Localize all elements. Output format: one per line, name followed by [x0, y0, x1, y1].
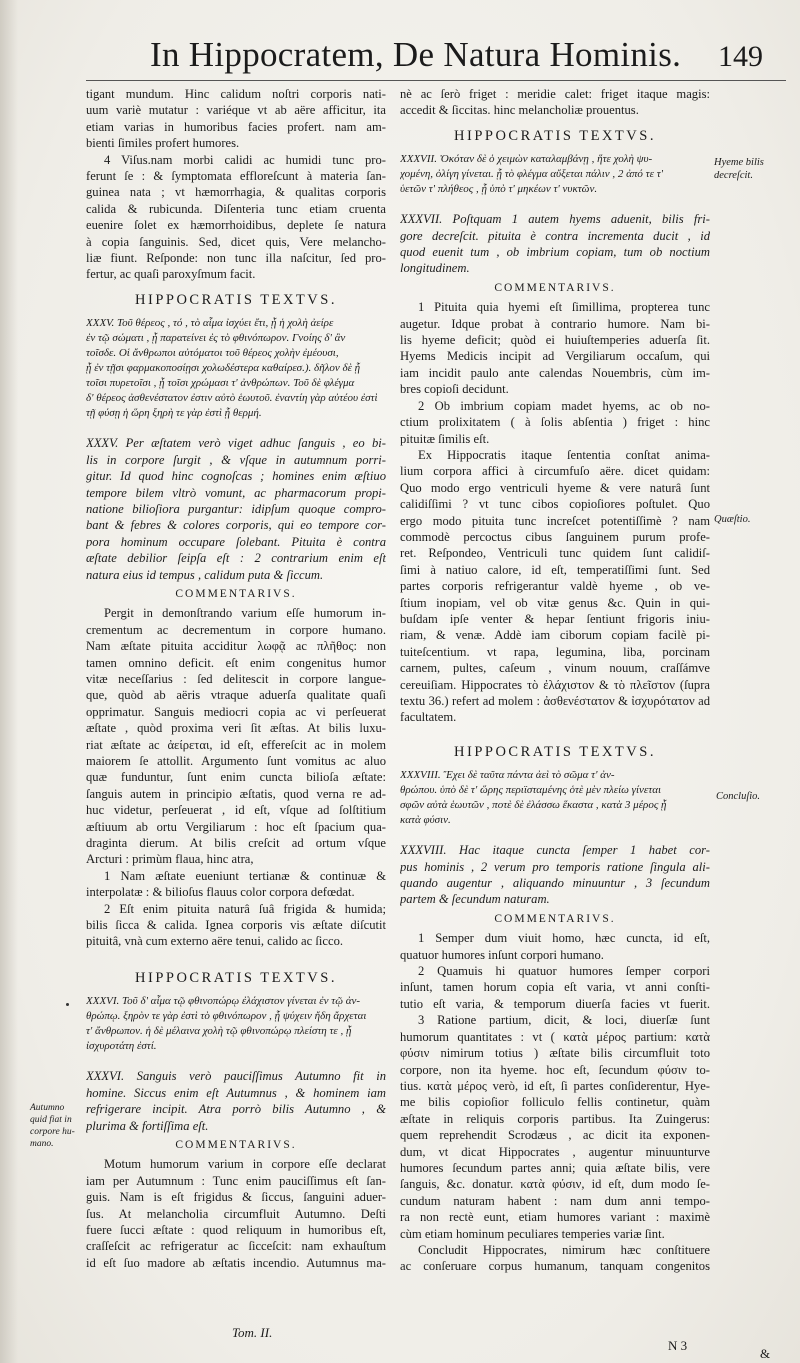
text-line: lis in corpore ſurgit , & vſque in autumnum porri- [86, 452, 386, 467]
text-line: ret. Reſpondeo, Ventriculi tunc quidem ſunt calidiſ- [400, 546, 710, 561]
text-line: gore decreſcit. pituita è contra incrementa ducit , id [400, 228, 710, 243]
right-column [400, 86, 710, 1275]
text-line: ſimi à natiuo calore, id eſt, temperatiſſimi ſunt. Sed [400, 562, 710, 577]
text-line: 4 Viſus.nam morbi calidi ac humidi tunc pro- [104, 152, 386, 167]
greek-line: δ' θέρεος ἀσθενέστατον ἐστιν αὐτὸ ἑωυτοῦ. ἐναντίη γὰρ αὐτέου ἐστὶ [86, 392, 378, 405]
latin-translation-37 [400, 211, 710, 277]
text-line: æſtate in reliquis corporis partibus. Ita Zuingerus: [400, 1111, 710, 1126]
section-heading: HIPPOCRATIS TEXTVS. [454, 743, 656, 760]
margin-note-quaestio: Quæſtio. [714, 514, 751, 525]
greek-text-38 [400, 768, 710, 828]
text-line: buſdam ipſe venter & hepar ſentiunt frigoris iniu- [400, 611, 710, 626]
text-line: 2 Ob imbrium copiam madet hyems, ac ob no- [418, 398, 710, 413]
text-line: natione bilioſiora purgantur: idipſum quoque compro- [86, 501, 386, 516]
text-line: etiam varias in humoribus facies profert. nam am- [86, 119, 386, 134]
margin-note-line: mano. [30, 1139, 54, 1149]
text-line: euenire ſolet ex hæmorrhoidibus, deplete ſe natura [86, 218, 386, 233]
text-line: tigant mundum. Hinc calidum noſtri corporis nati- [86, 87, 386, 101]
latin-translation-36 [86, 1068, 386, 1134]
text-line: iam per Autumnum : Tunc enim pauciſſimus eſt ſan- [86, 1173, 386, 1188]
text-line: Quo modo ergo ventriculi hyeme & vere naturâ ſunt [400, 480, 710, 495]
left-column [86, 86, 386, 1271]
text-line: tutio eſt varia, & temporum diuerſa facies vt fuerit. [400, 996, 710, 1011]
text-line: lium corpora affici à circumfuſo aëre. dicet quidam: [400, 464, 710, 479]
text-line: XXXV. Per æſtatem verò viget adhuc ſanguis , eo bi- [86, 436, 386, 451]
greek-line: XXXVII. Ὁκόταν δὲ ὁ χειμὼν καταλαμβάνῃ , ἥτε χολὴ ψυ- [400, 153, 653, 166]
text-line: draginta dierum. At bilis creſcit ad ortum vſque [86, 836, 386, 851]
intro-paragraph [86, 86, 386, 283]
text-line: cereuiſiam. Hippocrates τὸ ἐλάχιστον & τὸ πλεῖστον (ſupra [400, 677, 710, 692]
margin-note-conclusio: Concluſio. [716, 791, 761, 802]
text-line: accedit & ſiccitas. hinc melancholiæ prouentus. [400, 103, 639, 118]
text-line: fertur, ac quaſi paroxyſmum facit. [86, 267, 256, 282]
greek-line: τ' ἄνθρωπον. ἡ δὲ μέλαινα χολὴ τῷ φθινοπώρῳ πλείστη τε , ᾗ [86, 1025, 352, 1038]
text-line: φύσιν nimirum totius ) æſtate bilis circumfluit toto [400, 1046, 710, 1061]
text-line: pus hominis , 2 verum pro temporis ratione ſingula ali- [400, 859, 710, 874]
continued-text [400, 86, 710, 119]
header-rule [86, 80, 786, 81]
text-line: cundum naturam habent : nam dum anni tempo- [400, 1193, 710, 1208]
text-line: guinea nata ; vt hæmorrhagia, & qualitas corporis [86, 185, 386, 200]
text-line: partem & ſecundum naturam. [400, 892, 550, 907]
section-heading: HIPPOCRATIS TEXTVS. [135, 969, 337, 986]
text-line: Ex Hippocratis itaque ſententia conſtat anima- [418, 447, 710, 462]
commentary-36 [86, 1156, 386, 1271]
text-line: ra non rectè eunt, etiam humores variant : maximè [400, 1210, 710, 1225]
greek-line: τοῖσι πυρετοῖσι , ᾗ τοῖσι χρώμασι τ' ἀνθρώπων. Τοῦ δὲ φλέγμα [86, 377, 355, 390]
text-line: maiorem ſe attollit. Argumento ſunt vomitus ac aluo [86, 754, 386, 768]
commentary-37 [400, 299, 710, 726]
text-line: calida & rubicunda. Diſenteria tunc etiam cruenta [86, 201, 386, 216]
greek-line: ἐν τῷ σώματι , ᾗ παρατείνει ἐς τὸ φθινόπωρον. Γνοίης δ' ἂν [86, 332, 346, 345]
text-line: tempore bilem vltrò vomunt, ac pharmacorum propi- [86, 485, 386, 500]
text-line: corpore, non ita hyeme. hoc eſt, ſecundum φύσιν to- [400, 1062, 710, 1077]
greek-text-36 [86, 994, 386, 1054]
text-line: homine. Siccus enim eſt Autumnus , & hominem iam [86, 1085, 386, 1100]
text-line: liæ fiunt. Reſponde: non tunc illa naſcitur, ſed pro- [86, 251, 386, 266]
text-line: facultatem. [400, 710, 457, 725]
greek-line: ὑετῶν τ' πλήθεος , ᾗ ὑπὸ τ' μηκέων τ' νυκτῶν. [400, 183, 598, 196]
text-line: ſus. At melancholia circumfluit Autumno. Deſti [86, 1206, 386, 1221]
text-line: bres copioſi decidunt. [400, 382, 509, 397]
greek-line: θρώπῳ. ξηρὸν τε γὰρ ἐστὶ τὸ φθινόπωρον , ᾗ ψύχειν ἤδη ἄρχεται [86, 1010, 367, 1023]
text-line: æſtate debilior ſeipſa eſt : 2 contrarium enim eſt [86, 551, 386, 566]
margin-note-line: corpore hu- [30, 1127, 75, 1137]
text-line: quem reprehendit Scrodæus , ac dicit ita exponen- [400, 1128, 710, 1143]
text-line: ſanguis, &c. donatur. κατὰ φύσιν, id eſt, dum modo ſe- [400, 1177, 710, 1192]
text-line: tuiteſcentium. vt rapa, legumina, liba, porcinam [400, 644, 710, 659]
catchword: & [760, 1346, 771, 1361]
greek-line: σφῶν αὐτὰ ἑωυτῶν , ποτὲ δὲ ἐλάσσω ἕκαστα , κατὰ 3 μέρος ᾗ [400, 799, 667, 812]
text-line: natura eius id tempus , calidum puta & ſiccum. [86, 567, 324, 582]
greek-line: χομένη, ὀλίγη γίνεται. ᾗ τὸ φλέγμα αὔξεται πάλιν , 2 ἀπό τε τ' [400, 168, 663, 181]
text-line: refrigerare incipit. Atra porrò bilis Autumno , & [86, 1102, 386, 1117]
commentary-38 [400, 930, 710, 1275]
text-line: que, quòd ab aëris vtraque aduerſa qualitate quaſi [86, 688, 386, 703]
greek-line: ᾗ ἐν τῇσι φαρμακοποσίῃσι χολωδέστερα καθαίρεσ.). δῆλον δὲ ᾗ [86, 362, 361, 375]
text-line: crementum ac decrementum in corpore humano. [86, 622, 386, 637]
greek-line: XXXVIII. Ἔχει δὲ ταῦτα πάντα ἀεὶ τὸ σῶμα τ' ἀν- [400, 769, 615, 782]
text-line: æſtate , quòd proxima veri ſit æſtas. At bilis luxu- [86, 721, 386, 736]
text-line: tius. κατὰ μέρος verò, id eſt, ſi partes conſiderentur, Hye- [400, 1078, 710, 1093]
volume-label: Tom. II. [232, 1325, 273, 1340]
greek-line: ἰσχυροτάτη ἐστί. [86, 1040, 157, 1053]
commentary-heading: COMMENTARIVS. [494, 912, 616, 925]
text-line: pora hominum occupare ſolebant. Pituita è contra [86, 534, 386, 549]
text-line: augetur. Idque probat à contrario humore. Nam bi- [400, 316, 710, 331]
margin-note-line: decreſcit. [714, 170, 753, 181]
text-line: ferunt ſe : & ſymptomata effloreſcunt à materia ſan- [86, 169, 386, 184]
text-line: Arcturi : primùm flaua, hinc atra, [86, 852, 254, 867]
commentary-heading: COMMENTARIVS. [494, 281, 616, 294]
text-line: guis. Nam is eſt frigidus & ſiccus, ſanguini aduer- [86, 1190, 386, 1205]
text-line: XXXVII. Poſtquam 1 autem hyems aduenit, bilis fri- [400, 212, 710, 227]
commentary-heading: COMMENTARIVS. [175, 1138, 297, 1151]
text-line: riam, & venæ. Addè iam ciborum copiam facilè pi- [400, 628, 710, 643]
text-line: partes corporis refrigerantur valdè hyeme , ob ve- [400, 579, 710, 594]
text-line: quando augentur , aliquando minuuntur , 3 ſecundum [400, 876, 710, 891]
commentary-35 [86, 605, 386, 950]
text-line: ſanguis autem in principio æſtatis, quod verna re ad- [86, 786, 386, 801]
greek-line: XXXVI. Τοῦ δ' αἷμα τῷ φθινοπώρῳ ἐλάχιστον γίνεται ἐν τῷ ἀν- [86, 995, 361, 1008]
text-line: Pergit in demonſtrando varium eſſe humorum in- [104, 606, 386, 621]
text-line: vitæ neceſſarius : ſed delitescit in corpore langue- [86, 671, 386, 686]
text-line: bienti ſimiles profert humores. [86, 136, 240, 151]
text-line: plurima & fortiſſima eſt. [86, 1118, 209, 1133]
text-line: 3 Ratione partium, dicit, & loci, diuerſæ ſunt [418, 1013, 710, 1028]
page-number: 149 [718, 40, 763, 73]
text-line: 1 Nam æſtate eueniunt tertianæ & continuæ & [104, 868, 386, 883]
latin-translation-38 [400, 842, 710, 908]
text-line: ctium prolixitatem ( à ſolis abſentia ) friget : hinc [400, 415, 710, 430]
text-line: uum variè mutatur : variéque vt ab aëre afficitur, ita [86, 103, 386, 118]
text-line: longitudinem. [400, 261, 470, 276]
text-line: 1 Semper dum viuit homo, hæc cuncta, id eſt, [418, 931, 710, 946]
margin-note-hyeme [714, 156, 794, 182]
text-line: pituitæ ſimilis eſt. [400, 431, 490, 446]
margin-note-line: Hyeme bilis [714, 157, 764, 168]
text-line: XXXVI. Sanguis verò pauciſſimus Autumno fit in [86, 1069, 386, 1084]
text-line: bant & febres & colores corporis, qui eo tempore cor- [86, 518, 386, 533]
text-line: 2 Eſt enim pituita naturâ ſuâ frigida & humida; [104, 901, 386, 916]
text-line: iam incidit paulo ante calendas Nouembris, cùm im- [400, 365, 710, 380]
text-line: humorum quantitates : vt ( κατὰ μέρος partium: κατὰ [400, 1029, 710, 1044]
text-line: quæ funduntur, ſunt enim cuncta bilioſa æſtate: [86, 770, 386, 785]
text-line: bilis ſicca & calida. Ignea corporis vis æſtate diſcutit [86, 918, 386, 933]
commentary-heading: COMMENTARIVS. [175, 587, 297, 600]
ink-mark [66, 1003, 69, 1006]
text-line: 1 Pituita quia hyemi eſt ſimillima, propterea tunc [418, 300, 710, 315]
text-line: à copia ſanguinis. Sed, dicet quis, Vere melancho- [86, 234, 386, 249]
text-line: cùm etiam hominum peculiares temperies variæ ſint. [400, 1226, 665, 1241]
signature-mark: N 3 [668, 1338, 688, 1353]
text-line: inſunt, tamen horum copia eſt varia, vt anni conſti- [400, 980, 710, 995]
text-line: æſtiuum ab ortu Vergiliarum : hoc eſt ſpacium qua- [86, 819, 386, 834]
text-line: calidiſſimi ? vt tunc cibos copioſiores poſtulet. Quo [400, 497, 710, 512]
section-heading: HIPPOCRATIS TEXTVS. [135, 291, 337, 308]
greek-line: τῇ φύσῃ ἡ ὥρη ξηρὴ τε γὰρ ἐστὶ ᾗ θερμή. [86, 407, 262, 420]
text-line: XXXVIII. Hac itaque cuncta ſemper 1 habet cor- [400, 843, 710, 858]
text-line: id eſt ſuo madore ab æſtatis incendio. Autumnus ma- [86, 1255, 386, 1270]
text-line: Motum humorum varium in corpore eſſe declarat [104, 1157, 386, 1172]
text-line: pituitâ, vnà cum externo aëre tenui, calido ac ſicco. [86, 934, 344, 949]
greek-line: κατὰ φύσιν. [400, 814, 451, 827]
text-line: fuere ſucci æſtate : quod reliquum in humoribus eſt, [86, 1222, 386, 1237]
text-line: ſtium inopiam, vel ob vitæ genus &c. Quin in qui- [400, 595, 710, 610]
greek-line: XXXV. Τοῦ θέρεος , τό , τὸ αἷμα ἰσχύει ἔτι, ᾗ ἡ χολὴ ἀείρε [86, 317, 334, 330]
text-line: huc videtur, perſeuerat , id eſt, vſque ad ſolſtitium [86, 803, 386, 818]
text-line: quatuor humores inſunt corpori humano. [400, 947, 604, 962]
margin-note-line: Autumno [30, 1103, 65, 1113]
greek-line: τοῖσδε. Οἱ ἄνθρωποι αὐτόματοι τοῦ θέρεος χολὴν ἐμέουσι, [86, 347, 339, 360]
text-line: lis hyeme deficit; quòd ei huiuſtemperies aduerſa ſit. [400, 333, 710, 348]
margin-note-line: quid fiat in [30, 1115, 72, 1125]
text-line: riat æſtate ac ἀείρεται, id eſt, effereſcit ac in molem [86, 737, 386, 752]
text-line: tamen omnino deficit. eſt enim congenitus humor [86, 655, 386, 670]
text-line: craſſeſcit ac refrigeratur ac ſicceſcit: nam exhauſtum [86, 1239, 386, 1254]
greek-text-37 [400, 152, 710, 197]
section-heading: HIPPOCRATIS TEXTVS. [454, 127, 656, 144]
margin-note-autumno [30, 1102, 86, 1150]
text-line: Nam æſtate pituita acciditur λωφᾷ ac πλῆθος: non [86, 639, 386, 654]
text-line: interpolatæ : & bilioſus flauus color corpora defœdat. [86, 885, 355, 900]
binding-shadow [0, 0, 18, 1363]
text-line: humores ſecundum partes anni; quia æſtate bilis, vere [400, 1160, 710, 1175]
text-line: Concludit Hippocrates, nimirum hæc conſtituere [418, 1242, 710, 1257]
text-line: textu 36.) refert ad molem : ἀσθενέστατον & ἰσχυρότατον ad [400, 694, 710, 708]
text-line: me bilis copioſior folliculo fellis continetur, quàm [400, 1095, 710, 1110]
text-line: nè ac ſerò friget : meridie calet: friget itaque magis: [400, 87, 710, 101]
text-line: carnem, pultes, caſeum , vinum nouum, craſſámve [400, 661, 710, 676]
text-line: ergo modo pituita tunc increſcet potentiſſimè ? nam [400, 513, 710, 528]
text-line: Hyems Medicis incipit ad Vergiliarum occaſum, qui [400, 349, 710, 364]
text-line: dum, vt dicat Hippocrates , augentur minuunturve [400, 1144, 710, 1159]
text-line: quod euenit tum , ob imbrium copiam, tum ob noctium [400, 245, 710, 260]
latin-translation-35 [86, 435, 386, 583]
greek-text-35 [86, 316, 386, 421]
text-line: opprimatur. Sanguis mediocri copia ac vi perſeuerat [86, 704, 386, 719]
running-head: In Hippocratem, De Natura Hominis. [150, 35, 682, 74]
text-line: ac conſeruare corpus humanum, tanquam congenitos [400, 1259, 710, 1274]
text-line: commodè percoctus cibus ſanguinem purum profe- [400, 529, 710, 544]
text-line: 2 Quamuis hi quatuor humores ſemper corpori [418, 964, 710, 979]
text-line: gitur. Id quod hinc cognoſcas ; homines enim æſtiuo [86, 469, 386, 484]
greek-line: θρώπου. ὑπὸ δὲ τ' ὥρης περιϊσταμένης ὁτὲ μὲν πλείω γίνεται [400, 784, 662, 797]
